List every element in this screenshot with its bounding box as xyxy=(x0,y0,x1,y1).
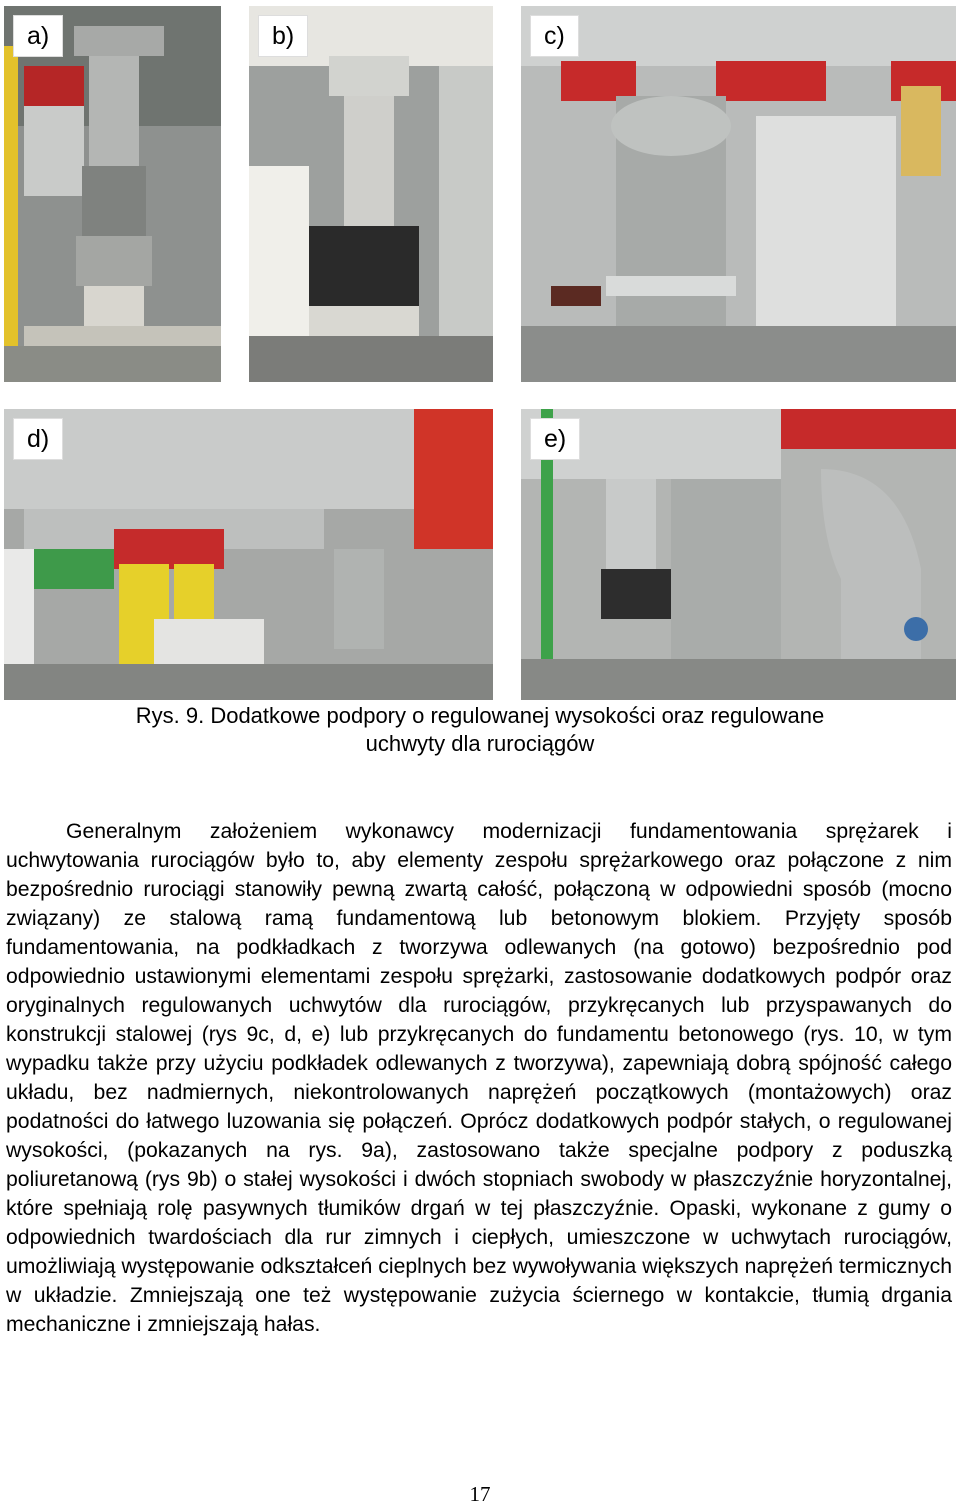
body-paragraph: Generalnym założeniem wykonawcy modernizacji fundamentowania sprężarek i uchwytowania rurociągów było to, aby elementy zespołu sprężarkowego oraz połączone z nim bezpośrednio rurociągi stanowiły pewną zwartą całość, połączoną w odpowiedni sposób (mocno związany) ze stalową ramą fundamentową lub betonowym blokiem. Przyjęty sposób fundamentowania, na podkładkach z tworzywa odlewanych (na gotowo) bezpośrednio pod odpowiednio ustawionymi elementami zespołu sprężarki, zastosowanie dodatkowych podpór oraz oryginalnych regulowanych uchwytów dla rurociągów, przykręcanych lub przyspawanych do konstrukcji stalowej (rys 9c, d, e) lub przykręcanych do fundamentu betonowego (rys. 10, w tym wypadku także przy użyciu podkładek odlewanych z tworzywa), zapewniają dobrą spójność całego układu, bez nadmiernych, niekontrolowanych naprężeń początkowych (montażowych) oraz podatności do łatwego luzowania się połączeń. Oprócz dodatkowych podpór stałych, o regulowanej wysokości, (pokazanych na rys. 9a), zastosowano także specjalne podpory z poduszką poliuretanową (rys 9b) o stałej wysokości i dwóch stopniach swobody w płaszczyźnie horyzontalnej, które spełniają rolę pasywnych tłumików drgań w tej płaszczyźnie. Opaski, wykonane z gumy o odpowiednich twardościach dla rur zimnych i ciepłych, umieszczone w uchwytach rurociągów, umożliwiają występowanie odkształceń cieplnych bez wywoływania większych naprężeń termicznych w układzie. Zmniejszają one też występowanie zużycia ściernego w kontakcie, tłumią drgania mechaniczne i zmniejszają hałas. xyxy=(6,820,952,1336)
photo-d-image xyxy=(4,409,493,700)
photo-a-adjustable-support xyxy=(4,6,221,382)
photo-e-label: e) xyxy=(530,418,580,460)
photo-d-label: d) xyxy=(13,418,63,460)
photo-a-label: a) xyxy=(13,15,63,57)
photo-c-label: c) xyxy=(530,15,579,57)
photo-d-pipe-supports xyxy=(4,409,493,700)
photo-b-image xyxy=(249,6,493,382)
figure-caption-line-1: Rys. 9. Dodatkowe podpory o regulowanej wysokości oraz regulowane xyxy=(135,703,825,728)
body-text xyxy=(6,817,952,1339)
photo-b-cushion-support xyxy=(249,6,493,382)
figure-caption xyxy=(60,702,900,758)
photo-a-image xyxy=(4,6,221,382)
figure-caption-line-2: uchwyty dla rurociągów xyxy=(365,731,595,756)
photo-c-pipe-clamp xyxy=(521,6,956,382)
photo-e-pipe-elbows xyxy=(521,409,956,700)
page-number: 17 xyxy=(469,1482,491,1506)
photo-c-image xyxy=(521,6,956,382)
photo-b-label: b) xyxy=(258,15,308,57)
photo-e-image xyxy=(521,409,956,700)
